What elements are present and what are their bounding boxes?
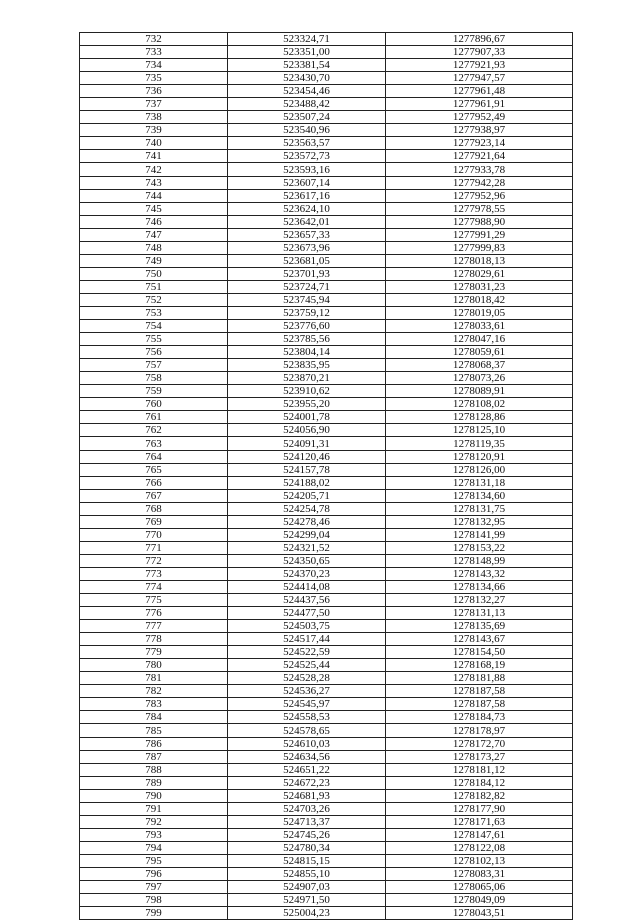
- y-coordinate-cell: 1278168,19: [386, 659, 573, 672]
- table-row: [80, 724, 573, 737]
- y-coordinate-cell: 1278187,58: [386, 685, 573, 698]
- x-coordinate-cell: 524414,08: [228, 580, 386, 593]
- point-number-cell: 787: [80, 750, 228, 763]
- x-coordinate-cell: 524855,10: [228, 868, 386, 881]
- y-coordinate-cell: 1277961,48: [386, 85, 573, 98]
- point-number-cell: 799: [80, 907, 228, 920]
- point-number-cell: 797: [80, 881, 228, 894]
- point-number-cell: 771: [80, 541, 228, 554]
- x-coordinate-cell: 524815,15: [228, 854, 386, 867]
- table-row: [80, 98, 573, 111]
- table-row: [80, 228, 573, 241]
- point-number-cell: 750: [80, 267, 228, 280]
- point-number-cell: 769: [80, 515, 228, 528]
- table-row: [80, 763, 573, 776]
- point-number-cell: 743: [80, 176, 228, 189]
- x-coordinate-cell: 524536,27: [228, 685, 386, 698]
- y-coordinate-cell: 1278120,91: [386, 450, 573, 463]
- point-number-cell: 781: [80, 672, 228, 685]
- point-number-cell: 788: [80, 763, 228, 776]
- y-coordinate-cell: 1277952,49: [386, 111, 573, 124]
- x-coordinate-cell: 523430,70: [228, 72, 386, 85]
- table-row: [80, 293, 573, 306]
- x-coordinate-cell: 524651,22: [228, 763, 386, 776]
- table-row: [80, 698, 573, 711]
- table-row: [80, 189, 573, 202]
- x-coordinate-cell: 524907,03: [228, 881, 386, 894]
- x-coordinate-cell: 524278,46: [228, 515, 386, 528]
- table-row: [80, 424, 573, 437]
- x-coordinate-cell: 523724,71: [228, 280, 386, 293]
- point-number-cell: 778: [80, 633, 228, 646]
- table-row: [80, 33, 573, 46]
- x-coordinate-cell: 525004,23: [228, 907, 386, 920]
- y-coordinate-cell: 1277921,93: [386, 59, 573, 72]
- point-number-cell: 736: [80, 85, 228, 98]
- x-coordinate-cell: 524780,34: [228, 841, 386, 854]
- table-row: [80, 202, 573, 215]
- point-number-cell: 780: [80, 659, 228, 672]
- x-coordinate-cell: 524188,02: [228, 476, 386, 489]
- table-row: [80, 502, 573, 515]
- point-number-cell: 761: [80, 411, 228, 424]
- x-coordinate-cell: 524545,97: [228, 698, 386, 711]
- point-number-cell: 784: [80, 711, 228, 724]
- x-coordinate-cell: 524558,53: [228, 711, 386, 724]
- point-number-cell: 765: [80, 463, 228, 476]
- point-number-cell: 785: [80, 724, 228, 737]
- x-coordinate-cell: 523563,57: [228, 137, 386, 150]
- table-row: [80, 476, 573, 489]
- table-row: [80, 359, 573, 372]
- point-number-cell: 793: [80, 828, 228, 841]
- table-row: [80, 868, 573, 881]
- table-row: [80, 659, 573, 672]
- point-number-cell: 777: [80, 620, 228, 633]
- x-coordinate-cell: 523642,01: [228, 215, 386, 228]
- x-coordinate-cell: 523507,24: [228, 111, 386, 124]
- y-coordinate-cell: 1278181,12: [386, 763, 573, 776]
- table-row: [80, 711, 573, 724]
- y-coordinate-cell: 1278147,61: [386, 828, 573, 841]
- table-row: [80, 241, 573, 254]
- x-coordinate-cell: 523870,21: [228, 372, 386, 385]
- point-number-cell: 738: [80, 111, 228, 124]
- point-number-cell: 749: [80, 254, 228, 267]
- y-coordinate-cell: 1277921,64: [386, 150, 573, 163]
- point-number-cell: 791: [80, 802, 228, 815]
- x-coordinate-cell: 523624,10: [228, 202, 386, 215]
- table-row: [80, 607, 573, 620]
- table-row: [80, 306, 573, 319]
- y-coordinate-cell: 1278178,97: [386, 724, 573, 737]
- y-coordinate-cell: 1277933,78: [386, 163, 573, 176]
- table-row: [80, 320, 573, 333]
- x-coordinate-cell: 523745,94: [228, 293, 386, 306]
- x-coordinate-cell: 523572,73: [228, 150, 386, 163]
- point-number-cell: 790: [80, 789, 228, 802]
- x-coordinate-cell: 524681,93: [228, 789, 386, 802]
- y-coordinate-cell: 1278068,37: [386, 359, 573, 372]
- table-row: [80, 646, 573, 659]
- point-number-cell: 758: [80, 372, 228, 385]
- point-number-cell: 775: [80, 594, 228, 607]
- point-number-cell: 764: [80, 450, 228, 463]
- point-number-cell: 779: [80, 646, 228, 659]
- y-coordinate-cell: 1278148,99: [386, 554, 573, 567]
- y-coordinate-cell: 1277938,97: [386, 124, 573, 137]
- point-number-cell: 756: [80, 346, 228, 359]
- table-row: [80, 841, 573, 854]
- point-number-cell: 795: [80, 854, 228, 867]
- table-row: [80, 907, 573, 920]
- point-number-cell: 772: [80, 554, 228, 567]
- y-coordinate-cell: 1278143,67: [386, 633, 573, 646]
- point-number-cell: 748: [80, 241, 228, 254]
- point-number-cell: 783: [80, 698, 228, 711]
- table-row: [80, 137, 573, 150]
- table-row: [80, 580, 573, 593]
- y-coordinate-cell: 1278173,27: [386, 750, 573, 763]
- x-coordinate-cell: 524477,50: [228, 607, 386, 620]
- x-coordinate-cell: 523776,60: [228, 320, 386, 333]
- table-row: [80, 450, 573, 463]
- point-number-cell: 770: [80, 528, 228, 541]
- y-coordinate-cell: 1278102,13: [386, 854, 573, 867]
- y-coordinate-cell: 1277942,28: [386, 176, 573, 189]
- table-row: [80, 828, 573, 841]
- y-coordinate-cell: 1278182,82: [386, 789, 573, 802]
- x-coordinate-cell: 523617,16: [228, 189, 386, 202]
- y-coordinate-cell: 1278181,88: [386, 672, 573, 685]
- table-row: [80, 594, 573, 607]
- y-coordinate-cell: 1278047,16: [386, 333, 573, 346]
- point-number-cell: 757: [80, 359, 228, 372]
- point-number-cell: 768: [80, 502, 228, 515]
- y-coordinate-cell: 1278049,09: [386, 894, 573, 907]
- point-number-cell: 746: [80, 215, 228, 228]
- point-number-cell: 754: [80, 320, 228, 333]
- x-coordinate-cell: 523673,96: [228, 241, 386, 254]
- point-number-cell: 747: [80, 228, 228, 241]
- x-coordinate-cell: 524157,78: [228, 463, 386, 476]
- table-row: [80, 46, 573, 59]
- x-coordinate-cell: 524370,23: [228, 567, 386, 580]
- x-coordinate-cell: 524971,50: [228, 894, 386, 907]
- x-coordinate-cell: 524437,56: [228, 594, 386, 607]
- y-coordinate-cell: 1278187,58: [386, 698, 573, 711]
- table-row: [80, 633, 573, 646]
- y-coordinate-cell: 1277947,57: [386, 72, 573, 85]
- table-row: [80, 85, 573, 98]
- table-row: [80, 254, 573, 267]
- y-coordinate-cell: 1277961,91: [386, 98, 573, 111]
- y-coordinate-cell: 1278184,12: [386, 776, 573, 789]
- x-coordinate-cell: 524528,28: [228, 672, 386, 685]
- x-coordinate-cell: 523681,05: [228, 254, 386, 267]
- x-coordinate-cell: 524091,31: [228, 437, 386, 450]
- point-number-cell: 796: [80, 868, 228, 881]
- table-row: [80, 672, 573, 685]
- table-row: [80, 150, 573, 163]
- y-coordinate-cell: 1278171,63: [386, 815, 573, 828]
- x-coordinate-cell: 523955,20: [228, 398, 386, 411]
- x-coordinate-cell: 523351,00: [228, 46, 386, 59]
- x-coordinate-cell: 523701,93: [228, 267, 386, 280]
- x-coordinate-cell: 524634,56: [228, 750, 386, 763]
- point-number-cell: 776: [80, 607, 228, 620]
- point-number-cell: 792: [80, 815, 228, 828]
- y-coordinate-cell: 1278059,61: [386, 346, 573, 359]
- y-coordinate-cell: 1277999,83: [386, 241, 573, 254]
- x-coordinate-cell: 524672,23: [228, 776, 386, 789]
- table-row: [80, 111, 573, 124]
- table-row: [80, 567, 573, 580]
- y-coordinate-cell: 1278089,91: [386, 385, 573, 398]
- y-coordinate-cell: 1278125,10: [386, 424, 573, 437]
- table-row: [80, 437, 573, 450]
- x-coordinate-cell: 524120,46: [228, 450, 386, 463]
- y-coordinate-cell: 1277952,96: [386, 189, 573, 202]
- x-coordinate-cell: 524522,59: [228, 646, 386, 659]
- y-coordinate-cell: 1278029,61: [386, 267, 573, 280]
- x-coordinate-cell: 524578,65: [228, 724, 386, 737]
- y-coordinate-cell: 1278031,23: [386, 280, 573, 293]
- table-row: [80, 280, 573, 293]
- x-coordinate-cell: 523593,16: [228, 163, 386, 176]
- x-coordinate-cell: 523835,95: [228, 359, 386, 372]
- table-row: [80, 685, 573, 698]
- x-coordinate-cell: 524056,90: [228, 424, 386, 437]
- y-coordinate-cell: 1278132,95: [386, 515, 573, 528]
- y-coordinate-cell: 1278184,73: [386, 711, 573, 724]
- y-coordinate-cell: 1278131,13: [386, 607, 573, 620]
- point-number-cell: 753: [80, 306, 228, 319]
- y-coordinate-cell: 1278018,13: [386, 254, 573, 267]
- y-coordinate-cell: 1278033,61: [386, 320, 573, 333]
- x-coordinate-cell: 524703,26: [228, 802, 386, 815]
- point-number-cell: 763: [80, 437, 228, 450]
- x-coordinate-cell: 524254,78: [228, 502, 386, 515]
- point-number-cell: 735: [80, 72, 228, 85]
- y-coordinate-cell: 1278073,26: [386, 372, 573, 385]
- point-number-cell: 786: [80, 737, 228, 750]
- table-row: [80, 385, 573, 398]
- x-coordinate-cell: 524745,26: [228, 828, 386, 841]
- table-row: [80, 489, 573, 502]
- table-row: [80, 398, 573, 411]
- y-coordinate-cell: 1277896,67: [386, 33, 573, 46]
- table-row: [80, 215, 573, 228]
- table-row: [80, 124, 573, 137]
- table-row: [80, 541, 573, 554]
- table-row: [80, 411, 573, 424]
- x-coordinate-cell: 524713,37: [228, 815, 386, 828]
- point-number-cell: 732: [80, 33, 228, 46]
- point-number-cell: 789: [80, 776, 228, 789]
- y-coordinate-cell: 1278018,42: [386, 293, 573, 306]
- table-row: [80, 854, 573, 867]
- table-row: [80, 802, 573, 815]
- point-number-cell: 767: [80, 489, 228, 502]
- y-coordinate-cell: 1277907,33: [386, 46, 573, 59]
- point-number-cell: 752: [80, 293, 228, 306]
- point-number-cell: 782: [80, 685, 228, 698]
- x-coordinate-cell: 523454,46: [228, 85, 386, 98]
- x-coordinate-cell: 523657,33: [228, 228, 386, 241]
- y-coordinate-cell: 1278132,27: [386, 594, 573, 607]
- table-row: [80, 776, 573, 789]
- table-row: [80, 554, 573, 567]
- point-number-cell: 760: [80, 398, 228, 411]
- y-coordinate-cell: 1278134,60: [386, 489, 573, 502]
- y-coordinate-cell: 1278131,18: [386, 476, 573, 489]
- table-row: [80, 463, 573, 476]
- point-number-cell: 766: [80, 476, 228, 489]
- x-coordinate-cell: 524350,65: [228, 554, 386, 567]
- y-coordinate-cell: 1278126,00: [386, 463, 573, 476]
- y-coordinate-cell: 1278141,99: [386, 528, 573, 541]
- x-coordinate-cell: 523324,71: [228, 33, 386, 46]
- point-number-cell: 739: [80, 124, 228, 137]
- y-coordinate-cell: 1278119,35: [386, 437, 573, 450]
- point-number-cell: 740: [80, 137, 228, 150]
- table-row: [80, 528, 573, 541]
- x-coordinate-cell: 523381,54: [228, 59, 386, 72]
- table-row: [80, 750, 573, 763]
- point-number-cell: 751: [80, 280, 228, 293]
- table-row: [80, 333, 573, 346]
- y-coordinate-cell: 1278143,32: [386, 567, 573, 580]
- y-coordinate-cell: 1278065,06: [386, 881, 573, 894]
- y-coordinate-cell: 1278153,22: [386, 541, 573, 554]
- point-number-cell: 759: [80, 385, 228, 398]
- table-row: [80, 789, 573, 802]
- table-row: [80, 372, 573, 385]
- x-coordinate-cell: 524299,04: [228, 528, 386, 541]
- x-coordinate-cell: 524001,78: [228, 411, 386, 424]
- table-row: [80, 620, 573, 633]
- x-coordinate-cell: 524517,44: [228, 633, 386, 646]
- y-coordinate-cell: 1278134,66: [386, 580, 573, 593]
- y-coordinate-cell: 1278019,05: [386, 306, 573, 319]
- point-number-cell: 794: [80, 841, 228, 854]
- x-coordinate-cell: 524503,75: [228, 620, 386, 633]
- y-coordinate-cell: 1278131,75: [386, 502, 573, 515]
- x-coordinate-cell: 523759,12: [228, 306, 386, 319]
- x-coordinate-cell: 523607,14: [228, 176, 386, 189]
- point-number-cell: 741: [80, 150, 228, 163]
- x-coordinate-cell: 523488,42: [228, 98, 386, 111]
- x-coordinate-cell: 524205,71: [228, 489, 386, 502]
- table-row: [80, 72, 573, 85]
- x-coordinate-cell: 523910,62: [228, 385, 386, 398]
- table-row: [80, 881, 573, 894]
- y-coordinate-cell: 1277991,29: [386, 228, 573, 241]
- y-coordinate-cell: 1277923,14: [386, 137, 573, 150]
- table-row: [80, 59, 573, 72]
- point-number-cell: 744: [80, 189, 228, 202]
- table-row: [80, 163, 573, 176]
- y-coordinate-cell: 1278128,86: [386, 411, 573, 424]
- point-number-cell: 798: [80, 894, 228, 907]
- x-coordinate-cell: 524610,03: [228, 737, 386, 750]
- x-coordinate-cell: 523804,14: [228, 346, 386, 359]
- point-number-cell: 745: [80, 202, 228, 215]
- coordinates-table: [79, 32, 573, 920]
- table-row: [80, 267, 573, 280]
- y-coordinate-cell: 1278177,90: [386, 802, 573, 815]
- y-coordinate-cell: 1278043,51: [386, 907, 573, 920]
- point-number-cell: 737: [80, 98, 228, 111]
- point-number-cell: 773: [80, 567, 228, 580]
- coordinates-table-body: [80, 33, 573, 920]
- y-coordinate-cell: 1277988,90: [386, 215, 573, 228]
- y-coordinate-cell: 1278108,02: [386, 398, 573, 411]
- table-row: [80, 176, 573, 189]
- table-row: [80, 815, 573, 828]
- x-coordinate-cell: 524321,52: [228, 541, 386, 554]
- point-number-cell: 762: [80, 424, 228, 437]
- point-number-cell: 742: [80, 163, 228, 176]
- table-row: [80, 515, 573, 528]
- point-number-cell: 733: [80, 46, 228, 59]
- y-coordinate-cell: 1278172,70: [386, 737, 573, 750]
- y-coordinate-cell: 1278083,31: [386, 868, 573, 881]
- point-number-cell: 734: [80, 59, 228, 72]
- y-coordinate-cell: 1278154,50: [386, 646, 573, 659]
- point-number-cell: 774: [80, 580, 228, 593]
- x-coordinate-cell: 524525,44: [228, 659, 386, 672]
- point-number-cell: 755: [80, 333, 228, 346]
- y-coordinate-cell: 1278122,08: [386, 841, 573, 854]
- x-coordinate-cell: 523540,96: [228, 124, 386, 137]
- y-coordinate-cell: 1277978,55: [386, 202, 573, 215]
- x-coordinate-cell: 523785,56: [228, 333, 386, 346]
- y-coordinate-cell: 1278135,69: [386, 620, 573, 633]
- table-row: [80, 346, 573, 359]
- table-row: [80, 737, 573, 750]
